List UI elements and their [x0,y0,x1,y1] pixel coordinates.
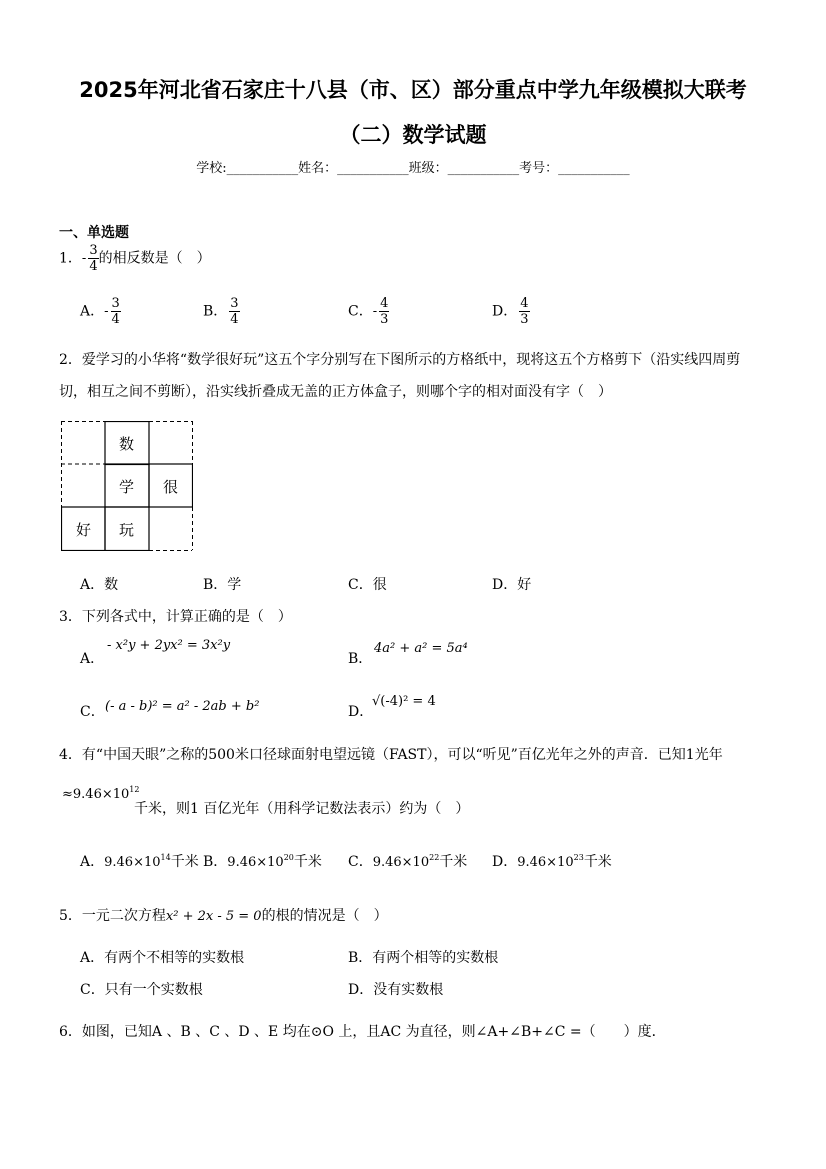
grid-cell-char: 学 [118,477,134,496]
question-4-line1: 4．有“中国天眼”之称的500米口径球面射电望远镜（FAST），可以“听见”百亿光年之外的声音．已知1光年 [59,747,723,763]
question-4-approx: $\approx 9.46\times 10^{12}$ [62,785,140,802]
q2-option-c[interactable]: C．很 [348,577,387,593]
q4-option-a[interactable]: A．$9.46\times 10^{14}$千米 [80,853,199,870]
question-3-stem: 3．下列各式中，计算正确的是（ ） [59,609,292,625]
question-5-stem: 5．一元二次方程x² + 2x - 5 = 0的根的情况是（ ） [59,908,388,924]
question-2-line2: 切，相互之间不剪断），沿实线折叠成无盖的正方体盒子，则哪个字的相对面没有字（ ） [59,384,612,400]
q2-option-a[interactable]: A．数 [80,577,119,593]
q3-expr-d: √(-4)² = 4 [372,694,436,709]
q5-option-c[interactable]: C．只有一个实数根 [80,982,203,998]
q1-option-d[interactable]: D． $\frac{4}{3}$ [492,296,529,327]
grid-cell-char: 玩 [118,520,134,539]
cube-net-figure [61,421,193,551]
question-text: 的相反数是（ ） [98,250,211,267]
grid-cell-char: 好 [75,520,91,539]
question-2-line1: 2．爱学习的小华将“数学很好玩”这五个字分别写在下图所示的方格纸中，现将这五个方格剪下（沿实线四周剪 [59,352,741,368]
section-heading: 一、单选题 [59,225,129,241]
grid-cell-char: 数 [118,434,134,453]
student-info-line: 学校:___________姓名：___________班级：___________考号：___________ [196,161,630,176]
question-1-stem [59,243,211,274]
question-number: 1． [59,250,82,267]
q3-expr-a: - x²y + 2yx² = 3x²y [107,638,231,653]
q5-option-b[interactable]: B．有两个相等的实数根 [348,950,499,966]
grid-cell-char: 很 [162,477,178,496]
q1-option-b[interactable]: B． $\frac{3}{4}$ [203,296,239,327]
q3-expr-c: (- a - b)² = a² - 2ab + b² [105,699,260,714]
q4-option-b[interactable]: B．$9.46\times 10^{20}$千米 [203,853,322,870]
q5-option-a[interactable]: A．有两个不相等的实数根 [80,950,245,966]
q2-option-b[interactable]: B．学 [203,577,242,593]
q4-option-d[interactable]: D．$9.46\times 10^{23}$千米 [492,853,612,870]
page-title-line1: 2025年河北省石家庄十八县（市、区）部分重点中学九年级模拟大联考 [79,78,747,102]
q1-option-c[interactable]: C．- $\frac{4}{3}$ [348,296,389,327]
q3-expr-b: 4a² + a² = 5a⁴ [374,641,468,656]
q3-option-b[interactable]: B． [348,651,373,667]
question-4-line2: 千米，则1 百亿光年（用科学记数法表示）约为（ ） [134,801,470,817]
q3-option-c[interactable]: C． [80,704,105,720]
fraction: $\frac{3}{4}$ [89,243,98,274]
page-title-line2: （二）数学试题 [339,123,487,147]
q3-option-d[interactable]: D． [348,704,374,720]
question-6-stem: 6．如图，已知A 、B 、C 、D 、E 均在⊙O 上，且AC 为直径，则∠A+∠B+∠C =（ ）度． [59,1024,666,1040]
q3-option-a[interactable]: A． [80,651,105,667]
minus-sign: - [81,251,87,266]
q2-option-d[interactable]: D．好 [492,577,532,593]
equation: x² + 2x - 5 = 0 [165,909,262,924]
q4-option-c[interactable]: C．$9.46\times 10^{22}$千米 [348,853,468,870]
q5-option-d[interactable]: D．没有实数根 [348,982,444,998]
q1-option-a[interactable]: A．- $\frac{3}{4}$ [80,296,120,327]
